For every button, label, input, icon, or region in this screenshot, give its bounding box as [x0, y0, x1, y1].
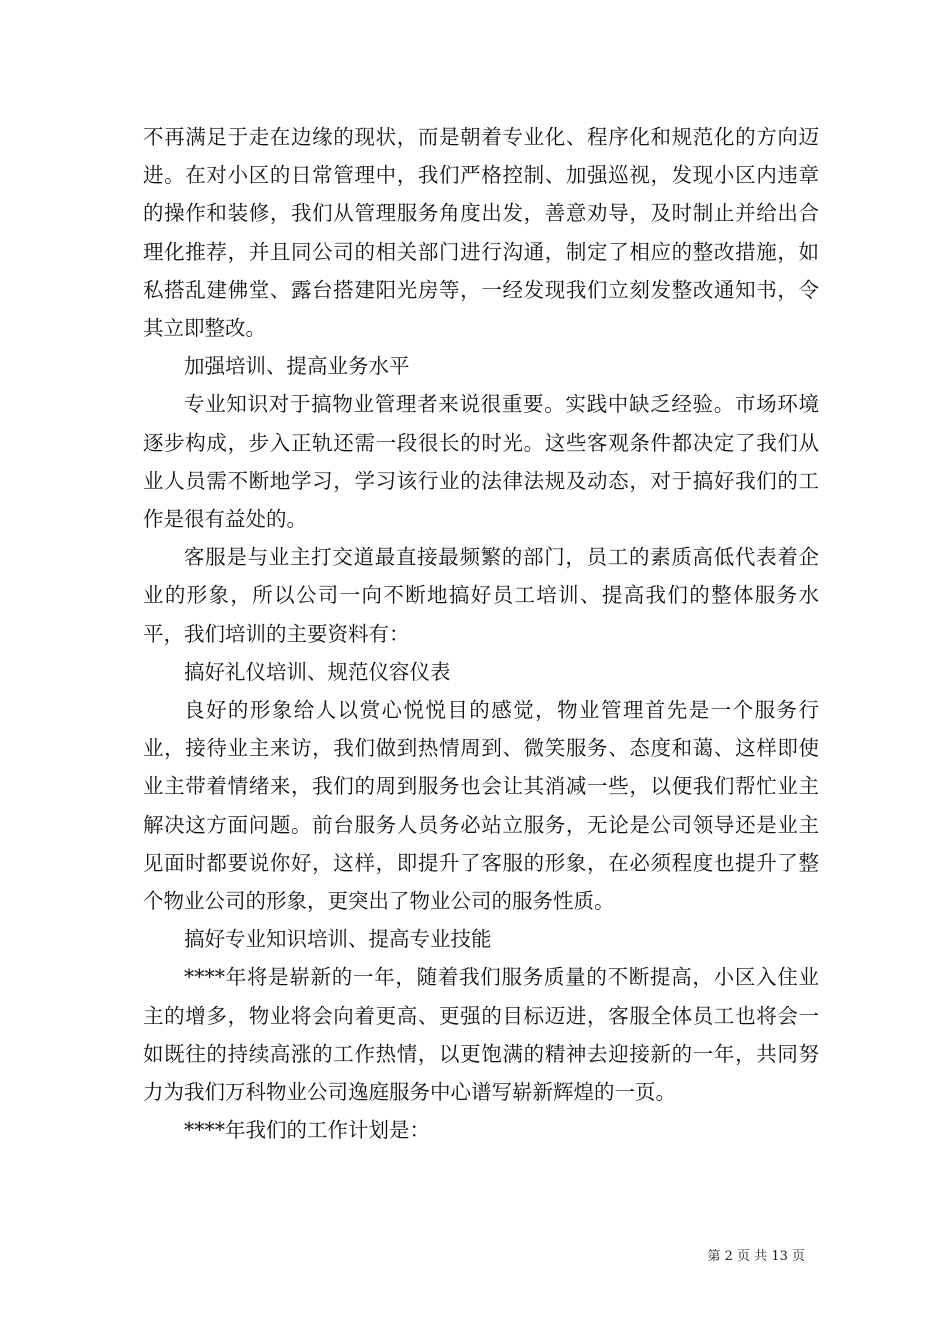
section-heading-training: 加强培训、提高业务水平 — [184, 354, 410, 379]
section-heading-skills: 搞好专业知识培训、提高专业技能 — [184, 927, 492, 952]
paragraph-new-year: ****年将是崭新的一年，随着我们服务质量的不断提高，小区入住业主的增多，物业将会向着更高、更强的目标迈进，客服全体员工也将会一如既往的持续高涨的工作热情，以更饱满的精神去迎接新的一年，共同努力为我们万科物业公司逸庭服务中心谱写崭新辉煌的一页。 — [143, 965, 819, 1105]
paragraph-continuation: 不再满足于走在边缘的现状，而是朝着专业化、程序化和规范化的方向迈进。在对小区的日常管理中，我们严格控制、加强巡视，发现小区内违章的操作和装修，我们从管理服务角度出发，善意劝导，及时制止并给出合理化推荐，并且同公司的相关部门进行沟通，制定了相应的整改措施，如私搭乱建佛堂、露台搭建阳光房等，一经发现我们立刻发整改通知书，令其立即整改。 — [143, 125, 819, 341]
paragraph-work-plan: ****年我们的工作计划是： — [184, 1118, 430, 1143]
paragraph-customer-service: 客服是与业主打交道最直接最频繁的部门，员工的素质高低代表着企业的形象，所以公司一向不断地搞好员工培训、提高我们的整体服务水平，我们培训的主要资料有： — [143, 545, 819, 646]
document-body — [143, 118, 819, 1149]
paragraph-professional-knowledge: 专业知识对于搞物业管理者来说很重要。实践中缺乏经验。市场环境逐步构成，步入正轨还需一段很长的时光。这些客观条件都决定了我们从业人员需不断地学习，学习该行业的法律法规及动态，对于搞好我们的工作是很有益处的。 — [143, 392, 819, 532]
section-heading-etiquette: 搞好礼仪培训、规范仪容仪表 — [184, 659, 451, 684]
paragraph-image: 良好的形象给人以赏心悦悦目的感觉，物业管理首先是一个服务行业，接待业主来访，我们做到热情周到、微笑服务、态度和蔼、这样即使业主带着情绪来，我们的周到服务也会让其消减一些，以便我们帮忙业主解决这方面问题。前台服务人员务必站立服务，无论是公司领导还是业主见面时都要说你好，这样，即提升了客服的形象，在必须程度也提升了整个物业公司的形象，更突出了物业公司的服务性质。 — [143, 698, 819, 914]
page-number-footer: 第 2 页 共 13 页 — [707, 1249, 805, 1264]
